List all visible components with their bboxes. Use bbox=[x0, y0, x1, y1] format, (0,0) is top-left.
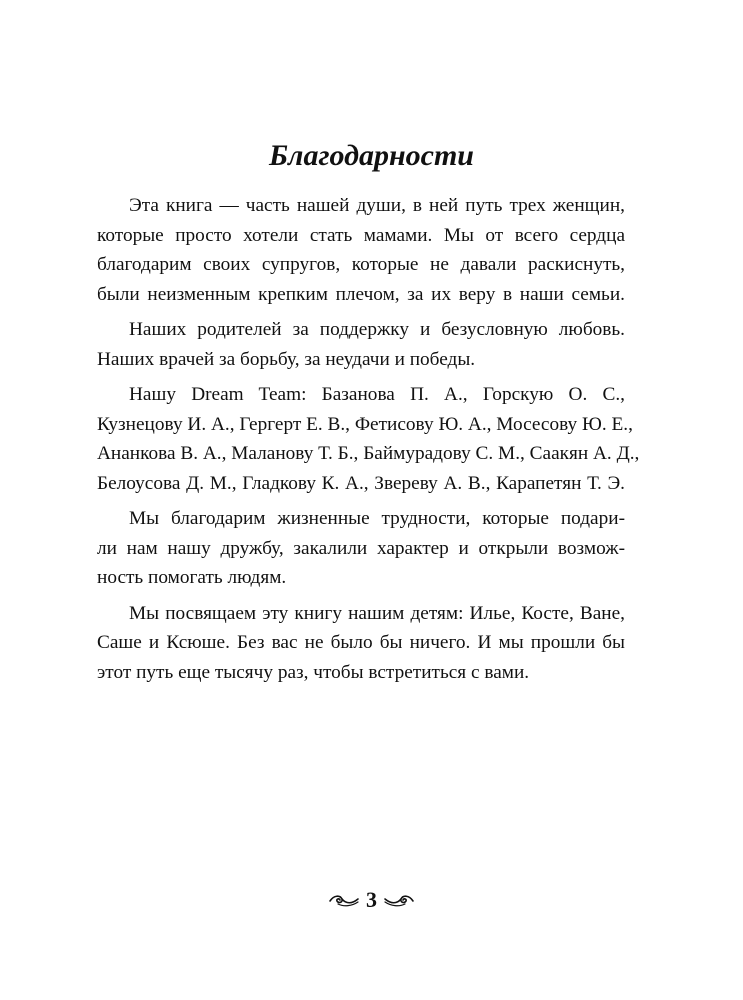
page-title: Благодарности bbox=[268, 139, 474, 172]
swirl-ornament-right-icon bbox=[383, 892, 415, 908]
text-body bbox=[97, 191, 640, 693]
text-line: Наших родителей за поддержку и безусловную любовь. bbox=[129, 319, 625, 340]
text-line: Белоусова Д. М., Гладкову К. А., Звереву А. В., Карапетян Т. Э. bbox=[97, 472, 625, 494]
page-folio bbox=[0, 885, 743, 915]
text-line: ли нам нашу дружбу, закалили характер и открыли возмож- bbox=[97, 537, 625, 559]
text-line: Кузнецову И. А., Гергерт Е. В., Фетисову Ю. А., Мосесову Ю. Е., bbox=[97, 413, 633, 435]
text-line: Эта книга — часть нашей души, в ней путь трех женщин, bbox=[129, 195, 625, 216]
text-line: Ананкова В. А., Маланову Т. Б., Баймурадову С. М., Саакян А. Д., bbox=[97, 443, 640, 464]
text-line: этот путь еще тысячу раз, чтобы встретиться с вами. bbox=[97, 661, 530, 683]
text-line: Нашу Dream Team: Базанова П. А., Горскую О. С., bbox=[129, 384, 625, 405]
text-line: Мы посвящаем эту книгу нашим детям: Илье, Косте, Ване, bbox=[129, 602, 625, 624]
text-line: были неизменным крепким плечом, за их веру в наши семьи. bbox=[97, 283, 625, 305]
swirl-ornament-left-icon bbox=[328, 892, 360, 908]
paragraph-spouses bbox=[97, 191, 625, 309]
paragraph-parents-doctors bbox=[97, 315, 625, 374]
paragraph-dream-team bbox=[97, 380, 640, 498]
text-line: благодарим своих супругов, которые не давали раскиснуть, bbox=[97, 254, 625, 275]
text-line: ность помогать людям. bbox=[97, 567, 287, 588]
text-line: Мы благодарим жизненные трудности, которые подари- bbox=[129, 508, 625, 529]
page-number: 3 bbox=[366, 887, 377, 912]
paragraph-hardships bbox=[97, 504, 625, 593]
text-line: Наших врачей за борьбу, за неудачи и победы. bbox=[97, 348, 476, 370]
text-line: Саше и Ксюше. Без вас не было бы ничего. И мы прошли бы bbox=[97, 632, 625, 653]
text-line: которые просто хотели стать мамами. Мы от всего сердца bbox=[97, 224, 625, 246]
paragraph-children bbox=[97, 599, 625, 688]
